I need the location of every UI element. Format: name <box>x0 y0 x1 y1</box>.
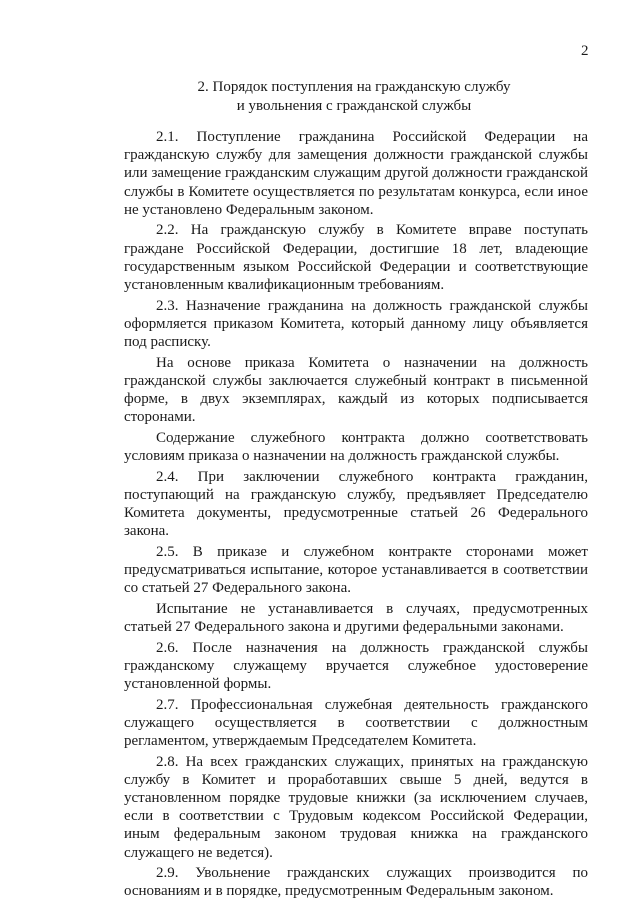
paragraph-2-7: 2.7. Профессиональная служебная деятельность гражданского служащего осуществляется в соответствии с должностным регламентом, утверждаемым Председателем Комитета. <box>124 696 588 750</box>
section-heading-line-1: 2. Порядок поступления на гражданскую службу <box>197 79 511 95</box>
paragraph-2-6: 2.6. После назначения на должность гражданской службы гражданскому служащему вручается служебное удостоверение установленной формы. <box>124 639 588 693</box>
document-body <box>124 128 588 903</box>
page-number: 2 <box>581 43 589 59</box>
paragraph-contract: На основе приказа Комитета о назначении на должность гражданской службы заключается служебный контракт в письменной форме, в двух экземплярах, каждый из которых подписывается сторонами. <box>124 354 588 426</box>
paragraph-2-1: 2.1. Поступление гражданина Российской Федерации на гражданскую службу для замещения должности гражданской службы или замещение гражданским служащим другой должности гражданской службы в Комитете осуществляется по результатам конкурса, если иное не установлено Федеральным законом. <box>124 129 588 218</box>
paragraph-2-4: 2.4. При заключении служебного контракта гражданин, поступающий на гражданскую службу, предъявляет Председателю Комитета документы, предусмотренные статьей 26 Федерального закона. <box>124 468 588 540</box>
section-heading-line-2: и увольнения с гражданской службы <box>236 98 472 114</box>
paragraph-2-3: 2.3. Назначение гражданина на должность гражданской службы оформляется приказом Комитета, который данному лицу объявляется под расписку. <box>124 297 588 351</box>
paragraph-contract-content: Содержание служебного контракта должно соответствовать условиям приказа о назначении на должность гражданской службы. <box>124 429 588 465</box>
paragraph-2-2: 2.2. На гражданскую службу в Комитете вправе поступать граждане Российской Федерации, достигшие 18 лет, владеющие государственным языком Российской Федерации и соответствующие установленным квалификационным требованиям. <box>124 222 588 294</box>
paragraph-2-5: 2.5. В приказе и служебном контракте сторонами может предусматриваться испытание, которое устанавливается в соответствии со статьей 27 Федерального закона. <box>124 543 588 597</box>
paragraph-2-8: 2.8. На всех гражданских служащих, принятых на гражданскую службу в Комитет и проработавших свыше 5 дней, ведутся в установленном порядке трудовые книжки (за исключением случаев, если в соответствии с Трудовым кодексом Российской Федерации, иным федеральным законом трудовая книжка на гражданского служащего не ведется). <box>124 753 588 861</box>
paragraph-2-9: 2.9. Увольнение гражданских служащих производится по основаниям и в порядке, предусмотренным Федеральным законом. <box>124 865 588 900</box>
paragraph-probation: Испытание не устанавливается в случаях, предусмотренных статьей 27 Федерального закона и другими федеральными законами. <box>124 600 588 636</box>
section-heading <box>120 78 588 116</box>
